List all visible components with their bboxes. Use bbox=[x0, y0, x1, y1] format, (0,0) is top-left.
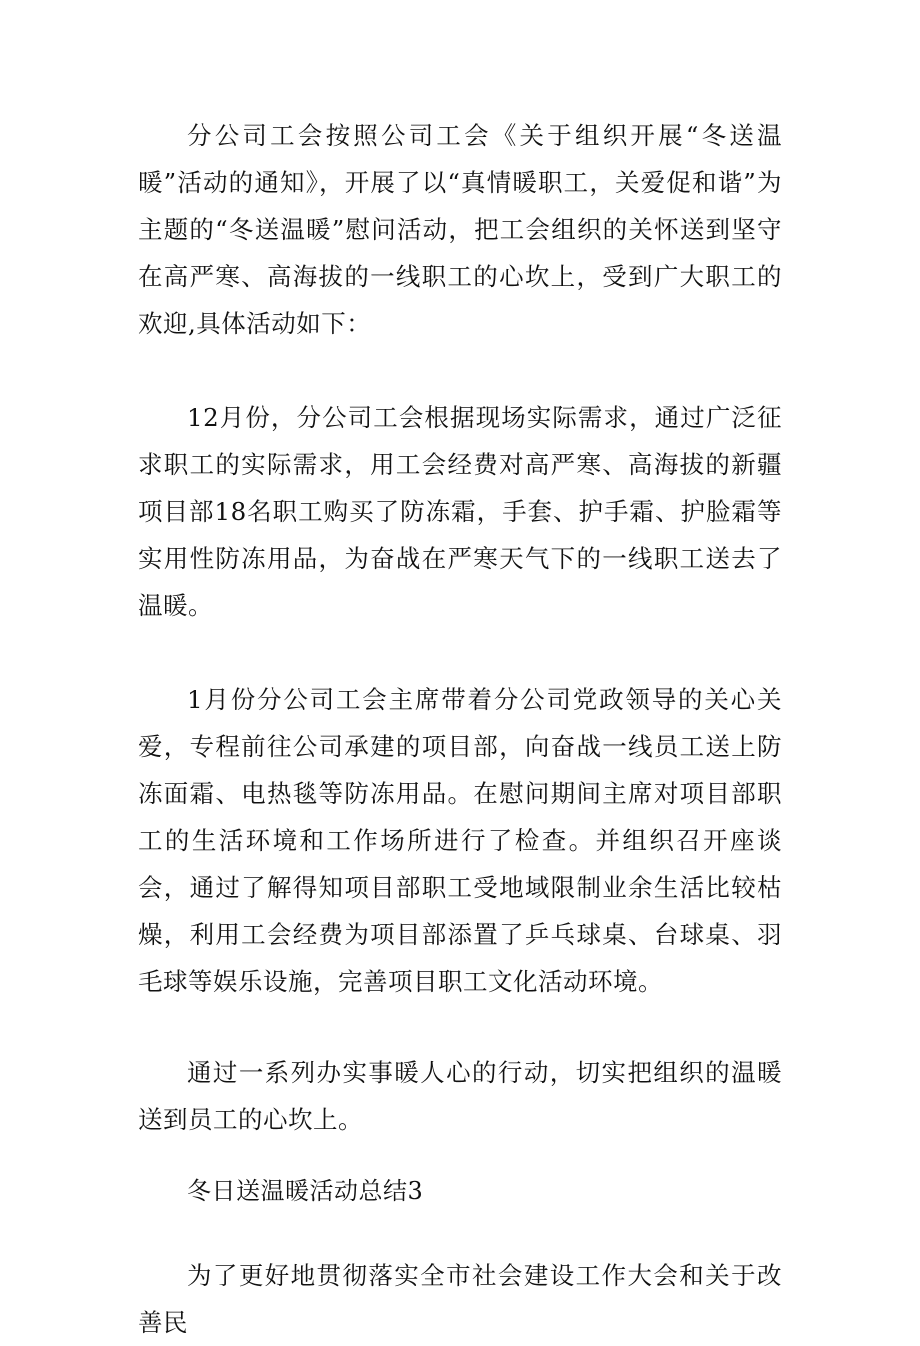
section-heading: 冬日送温暖活动总结3 bbox=[187, 1177, 424, 1205]
paragraph-conclusion: 通过一系列办实事暖人心的行动，切实把组织的温暖送到员工的心坎上。 bbox=[138, 1058, 782, 1134]
paragraph-next-section: 为了更好地贯彻落实全市社会建设工作大会和关于改善民 bbox=[138, 1261, 782, 1337]
paragraph-january: 1月份分公司工会主席带着分公司党政领导的关心关爱，专程前往公司承建的项目部，向奋战一线员工送上防冻面霜、电热毯等防冻用品。在慰问期间主席对项目部职工的生活环境和工作场所进行了检查。并组织召开座谈会，通过了解得知项目部职工受地域限制业余生活比较枯燥，利用工会经费为项目部添置了乒乓球桌、台球桌、羽毛球等娱乐设施，完善项目职工文化活动环境。 bbox=[138, 685, 782, 996]
paragraph-intro: 分公司工会按照公司工会《关于组织开展“冬送温暖”活动的通知》，开展了以“真情暖职工，关爱促和谐”为主题的“冬送温暖”慰问活动，把工会组织的关怀送到坚守在高严寒、高海拔的一线职工的心坎上，受到广大职工的欢迎,具体活动如下： bbox=[138, 121, 782, 338]
paragraph-december: 12月份，分公司工会根据现场实际需求，通过广泛征求职工的实际需求，用工会经费对高严寒、高海拔的新疆项目部18名职工购买了防冻霜，手套、护手霜、护脸霜等实用性防冻用品，为奋战在严寒天气下的一线职工送去了温暖。 bbox=[138, 403, 782, 620]
document-body bbox=[138, 112, 782, 1346]
